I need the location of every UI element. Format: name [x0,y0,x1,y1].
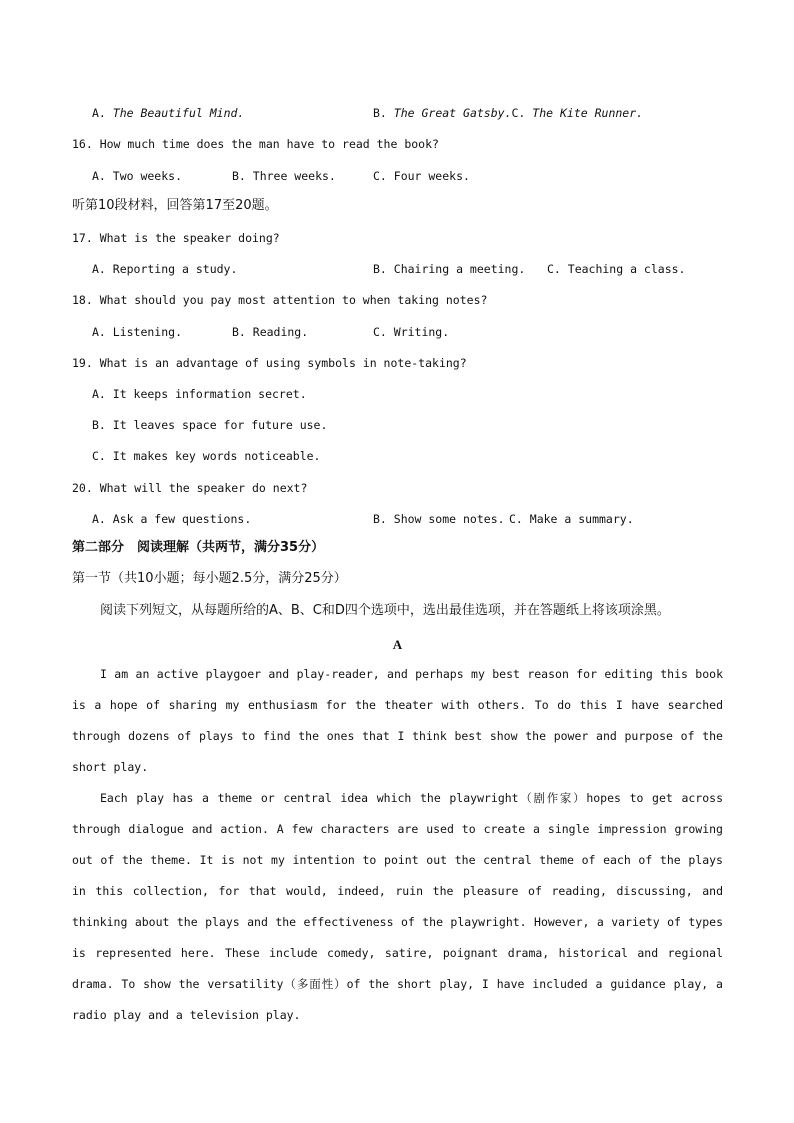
section10-intro: 听第10段材料，回答第17至20题。 [72,198,278,213]
q19-question: 19. What is an advantage of using symbols in note-taking? [72,356,467,370]
q18-option-c: C. Writing. [373,325,450,339]
q18-option-a: A. Listening. [92,325,183,339]
q19-option-a: A. It keeps information secret. [92,387,307,401]
q20-question: 20. What will the speaker do next? [72,481,308,495]
q17-option-a: A. Reporting a study. [92,262,238,276]
q20-option-c: C. Make a summary. [509,512,634,526]
part2-heading: 第二部分 阅读理解（共两节，满分35分） [72,540,325,555]
q18-option-b: B. Reading. [232,325,309,339]
q20-option-b: B. Show some notes. [373,512,505,526]
passage-paragraph-1: I am an active playgoer and play-reader, and perhaps my best reason for editing this book is a hope of sharing my enthusiasm for the theater with others. To do this I have searched through dozens of plays to find the ones that I think best show the power and purpose of the short play. [72,667,723,774]
reading-instructions: 阅读下列短文，从每题所给的A、B、C和D四个选项中，选出最佳选项，并在答题纸上将该项涂黑。 [100,603,670,618]
section1-heading: 第一节（共10小题；每小题2.5分，满分25分） [72,571,347,586]
q16-option-b: B. Three weeks. [232,169,336,183]
q15-option-c-title: The Kite Runner. [532,106,644,120]
q17-option-c: C. Teaching a class. [547,262,686,276]
q20-option-a: A. Ask a few questions. [92,512,252,526]
q15-option-b-title: The Great Gatsby. [393,106,512,120]
q16-option-a: A. Two weeks. [92,169,183,183]
q15-option-a-title: The Beautiful Mind. [112,106,245,120]
q17-question: 17. What is the speaker doing? [72,231,280,245]
q19-option-b: B. It leaves space for future use. [92,418,328,432]
q17-option-b: B. Chairing a meeting. [373,262,526,276]
q19-option-c: C. It makes key words noticeable. [92,449,321,463]
passage-letter: A [392,637,403,652]
q15-option-b-c: B. The Great Gatsby.C. The Kite Runner. [373,106,644,120]
passage-paragraph-2: Each play has a theme or central idea which the playwright（剧作家）hopes to get across through dialogue and action. A few characters are used to create a single impression growing out of the theme. It is not my intention to point out the central theme of each of the plays in this collection, for that would, indeed, ruin the pleasure of reading, discussing, and thinking about the plays and the effectiveness of the playwright. However, a variety of types is represented here. These include comedy, satire, poignant drama, historical and regional drama. To show the versatility（多面性）of the short play, I have included a guidance play, a radio play and a television play. [72,791,723,1022]
q15-option-a: A. The Beautiful Mind. [92,106,245,120]
q16-option-c: C. Four weeks. [373,169,470,183]
q16-question: 16. How much time does the man have to read the book? [72,137,439,151]
q18-question: 18. What should you pay most attention to when taking notes? [72,293,488,307]
